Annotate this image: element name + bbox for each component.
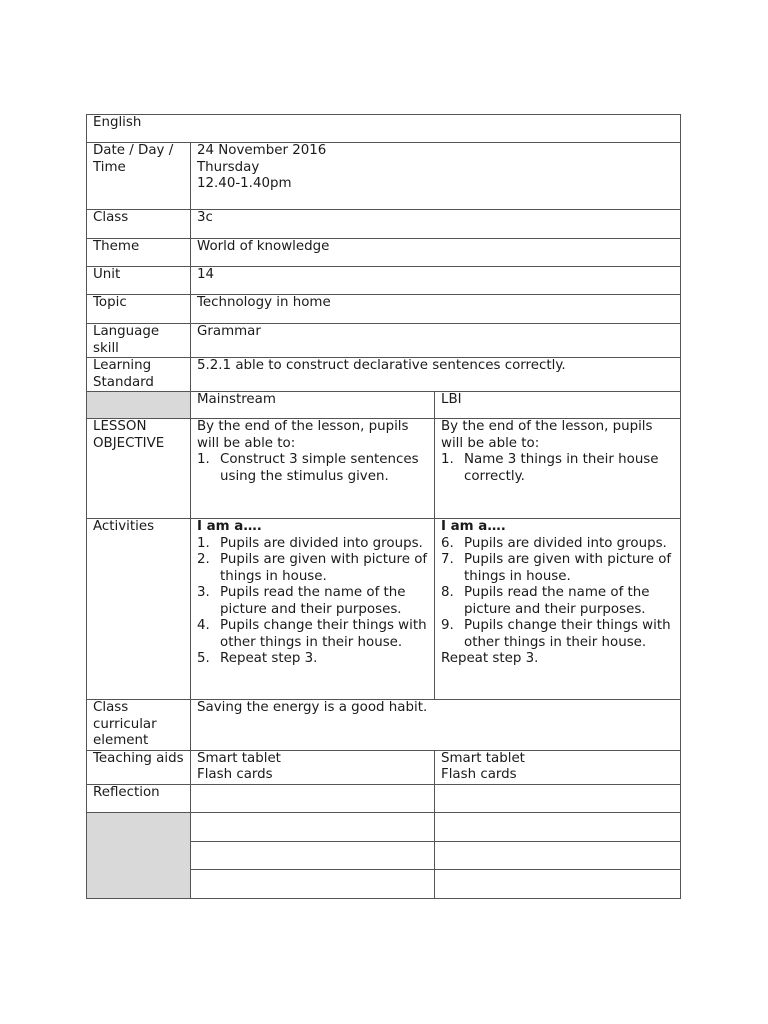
column-header-row	[87, 392, 681, 419]
empty-cell	[191, 812, 435, 841]
objective-mainstream-list	[197, 452, 428, 485]
objective-lbi-intro: By the end of the lesson, pupils will be able to:	[441, 419, 653, 451]
lesson-plan-table	[86, 114, 681, 899]
activities-label: Activities	[87, 519, 191, 700]
aid-item: Flash cards	[197, 767, 273, 782]
list-text: Pupils read the name of the picture and their purposes.	[220, 585, 406, 617]
list-number: 4.	[197, 618, 210, 633]
teaching-aids-row	[87, 750, 681, 784]
theme-label: Theme	[87, 239, 191, 267]
mainstream-header: Mainstream	[191, 392, 435, 419]
language-skill-row	[87, 324, 681, 358]
topic-row	[87, 295, 681, 324]
list-item	[441, 452, 674, 485]
learning-standard-row	[87, 358, 681, 392]
date-label: Date / Day / Time	[87, 143, 191, 210]
activities-mainstream	[191, 519, 435, 700]
empty-cell	[435, 869, 681, 898]
theme-value: World of knowledge	[191, 239, 681, 267]
empty-cell	[435, 812, 681, 841]
teaching-aids-mainstream	[191, 750, 435, 784]
list-item	[197, 552, 428, 585]
cce-row	[87, 700, 681, 751]
teaching-aids-lbi	[435, 750, 681, 784]
objective-mainstream	[191, 419, 435, 519]
subject-title: English	[87, 115, 681, 143]
reflection-row	[87, 784, 681, 812]
list-number: 1.	[197, 535, 210, 551]
learning-standard-label: Learning Standard	[87, 358, 191, 392]
list-text: Pupils are divided into groups.	[220, 535, 423, 551]
list-number: 9.	[441, 618, 454, 633]
date-value	[191, 143, 681, 210]
activities-lbi-list	[441, 536, 674, 652]
list-number: 3.	[197, 585, 210, 600]
activities-mainstream-heading: I am a….	[197, 519, 262, 534]
list-item	[197, 585, 428, 618]
list-number: 2.	[197, 552, 210, 567]
aid-item: Smart tablet	[441, 750, 525, 766]
list-item	[197, 651, 428, 668]
reflection-label: Reflection	[87, 784, 191, 812]
list-number: 1.	[441, 452, 454, 467]
list-number: 1.	[197, 452, 210, 467]
theme-row	[87, 239, 681, 267]
teaching-aids-label: Teaching aids	[87, 750, 191, 784]
topic-value: Technology in home	[191, 295, 681, 324]
list-text: Construct 3 simple sentences using the stimulus given.	[220, 452, 419, 484]
list-item	[441, 618, 674, 651]
list-item	[441, 552, 674, 585]
list-number: 6.	[441, 535, 454, 551]
unit-label: Unit	[87, 267, 191, 295]
list-text: Pupils change their things with other things in their house.	[220, 618, 427, 650]
learning-standard-value: 5.2.1 able to construct declarative sentences correctly.	[191, 358, 681, 392]
activities-mainstream-list	[197, 536, 428, 668]
aid-item: Smart tablet	[197, 750, 281, 766]
list-text: Repeat step 3.	[220, 651, 318, 666]
lbi-header: LBI	[435, 392, 681, 419]
list-number: 8.	[441, 585, 454, 600]
blank-header-cell	[87, 392, 191, 419]
objective-label: LESSON OBJECTIVE	[87, 419, 191, 519]
list-number: 7.	[441, 552, 454, 567]
activities-lbi-heading: I am a….	[441, 519, 506, 534]
objective-lbi-list	[441, 452, 674, 485]
objective-lbi	[435, 419, 681, 519]
list-item	[441, 585, 674, 618]
list-item	[197, 536, 428, 553]
time-text: 12.40-1.40pm	[197, 176, 292, 191]
class-value: 3c	[191, 210, 681, 239]
topic-label: Topic	[87, 295, 191, 324]
class-row	[87, 210, 681, 239]
empty-cell	[191, 869, 435, 898]
activities-row	[87, 519, 681, 700]
list-item	[441, 536, 674, 553]
aid-item: Flash cards	[441, 767, 517, 782]
activities-lbi	[435, 519, 681, 700]
language-skill-value: Grammar	[191, 324, 681, 358]
gray-block	[87, 812, 191, 898]
list-text: Pupils change their things with other things in their house.	[464, 618, 671, 650]
list-item	[197, 452, 428, 485]
day-text: Thursday	[197, 159, 260, 175]
list-text: Pupils are given with picture of things in house.	[464, 552, 672, 584]
reflection-mainstream	[191, 784, 435, 812]
list-text: Pupils are given with picture of things in house.	[220, 552, 428, 584]
activities-lbi-after: Repeat step 3.	[441, 651, 539, 666]
list-number: 5.	[197, 651, 210, 666]
class-label: Class	[87, 210, 191, 239]
date-text: 24 November 2016	[197, 143, 327, 158]
cce-value: Saving the energy is a good habit.	[191, 700, 681, 751]
unit-row	[87, 267, 681, 295]
reflection-lbi	[435, 784, 681, 812]
empty-cell	[191, 841, 435, 869]
date-row	[87, 143, 681, 210]
list-item	[197, 618, 428, 651]
objective-mainstream-intro: By the end of the lesson, pupils will be able to:	[197, 419, 409, 451]
unit-value: 14	[191, 267, 681, 295]
cce-label: Class curricular element	[87, 700, 191, 751]
empty-cell	[435, 841, 681, 869]
extra-row	[87, 812, 681, 841]
list-text: Name 3 things in their house correctly.	[464, 452, 659, 484]
objective-row	[87, 419, 681, 519]
list-text: Pupils read the name of the picture and their purposes.	[464, 585, 650, 617]
list-text: Pupils are divided into groups.	[464, 535, 667, 551]
language-skill-label: Language skill	[87, 324, 191, 358]
subject-row	[87, 115, 681, 143]
